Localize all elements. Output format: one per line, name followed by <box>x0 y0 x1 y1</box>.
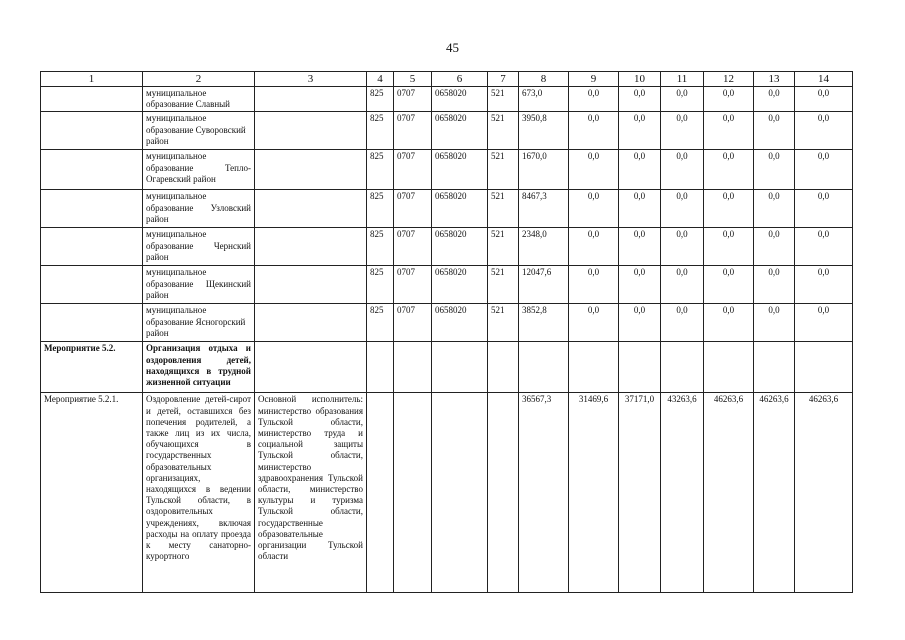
cell-col12: 0,0 <box>704 87 754 112</box>
cell-col9: 0,0 <box>569 266 619 304</box>
cell-col12: 0,0 <box>704 112 754 150</box>
cell-col5: 0707 <box>394 190 432 228</box>
header-row <box>41 72 853 87</box>
cell-col12: 0,0 <box>704 266 754 304</box>
cell-executor: Основной исполнитель: министерство образования Тульской области, министерство труда и социальной защиты Тульской области, министерство здравоохранения Тульской области, министерство культуры и туризма Тульской области, государственные образовательные организации Тульской области <box>255 393 367 593</box>
cell-col10: 37171,0 <box>619 393 661 593</box>
header-cell: 11 <box>661 72 704 87</box>
cell-col8: 12047,6 <box>519 266 569 304</box>
cell-col13: 0,0 <box>754 150 795 190</box>
cell-col4: 825 <box>367 190 394 228</box>
cell-col4: 825 <box>367 228 394 266</box>
header-cell: 3 <box>255 72 367 87</box>
cell-col13: 0,0 <box>754 112 795 150</box>
cell-measure-title: Организация отдыха и оздоровления детей, находящихся в трудной жизненной ситуации <box>143 342 255 393</box>
header-cell: 4 <box>367 72 394 87</box>
table-row <box>41 87 853 112</box>
cell-col10: 0,0 <box>619 266 661 304</box>
header-cell: 9 <box>569 72 619 87</box>
cell-col14 <box>795 342 853 393</box>
cell-col11: 0,0 <box>661 304 704 342</box>
cell-col1 <box>41 266 143 304</box>
cell-col10: 0,0 <box>619 190 661 228</box>
cell-col8 <box>519 342 569 393</box>
cell-col14: 0,0 <box>795 112 853 150</box>
cell-col12: 46263,6 <box>704 393 754 593</box>
cell-col5: 0707 <box>394 87 432 112</box>
cell-col10: 0,0 <box>619 112 661 150</box>
cell-col11: 0,0 <box>661 190 704 228</box>
cell-col8: 3852,8 <box>519 304 569 342</box>
cell-col8: 673,0 <box>519 87 569 112</box>
cell-col10: 0,0 <box>619 87 661 112</box>
cell-col4 <box>367 342 394 393</box>
cell-col14: 0,0 <box>795 87 853 112</box>
header-cell: 10 <box>619 72 661 87</box>
cell-col7: 521 <box>488 150 519 190</box>
cell-col1 <box>41 304 143 342</box>
table-row <box>41 112 853 150</box>
cell-col9: 0,0 <box>569 228 619 266</box>
cell-executor <box>255 112 367 150</box>
cell-measure-title: Оздоровление детей-сирот и детей, оставшихся без попечения родителей, а также лиц из их числа, обучающихся в государственных образовательных организациях, находящихся в ведении Тульской области, в оздоровительных учреждениях, включая расходы на оплату проезда к месту санаторно-курортного <box>143 393 255 593</box>
cell-col4 <box>367 393 394 593</box>
cell-executor <box>255 228 367 266</box>
cell-col12: 0,0 <box>704 190 754 228</box>
header-cell: 6 <box>432 72 488 87</box>
cell-col13: 0,0 <box>754 266 795 304</box>
cell-col5: 0707 <box>394 150 432 190</box>
cell-col13: 0,0 <box>754 228 795 266</box>
table-row <box>41 304 853 342</box>
cell-name: муниципальное образование Узловский район <box>143 190 255 228</box>
cell-col14: 46263,6 <box>795 393 853 593</box>
cell-col4: 825 <box>367 304 394 342</box>
cell-col7: 521 <box>488 112 519 150</box>
cell-col11: 0,0 <box>661 112 704 150</box>
cell-col6: 0658020 <box>432 228 488 266</box>
cell-col14: 0,0 <box>795 266 853 304</box>
table-row <box>41 266 853 304</box>
table-row <box>41 393 853 593</box>
cell-col13: 0,0 <box>754 304 795 342</box>
table-row <box>41 342 853 393</box>
cell-col5 <box>394 342 432 393</box>
cell-col8: 1670,0 <box>519 150 569 190</box>
cell-col6 <box>432 342 488 393</box>
cell-col1 <box>41 150 143 190</box>
cell-col1 <box>41 190 143 228</box>
cell-col6: 0658020 <box>432 87 488 112</box>
cell-col6: 0658020 <box>432 150 488 190</box>
cell-col9: 31469,6 <box>569 393 619 593</box>
page-number: 45 <box>446 40 459 55</box>
cell-col7: 521 <box>488 228 519 266</box>
cell-col4: 825 <box>367 87 394 112</box>
header-cell: 7 <box>488 72 519 87</box>
cell-col11: 0,0 <box>661 150 704 190</box>
cell-col9: 0,0 <box>569 87 619 112</box>
cell-col9: 0,0 <box>569 112 619 150</box>
cell-col9 <box>569 342 619 393</box>
cell-executor <box>255 87 367 112</box>
cell-col13: 0,0 <box>754 190 795 228</box>
cell-name: муниципальное образование Тепло-Огаревский район <box>143 150 255 190</box>
cell-col13: 46263,6 <box>754 393 795 593</box>
header-cell: 2 <box>143 72 255 87</box>
cell-col14: 0,0 <box>795 228 853 266</box>
cell-col12 <box>704 342 754 393</box>
cell-col1 <box>41 228 143 266</box>
cell-col7: 521 <box>488 87 519 112</box>
header-cell: 1 <box>41 72 143 87</box>
cell-name: муниципальное образование Чернский район <box>143 228 255 266</box>
table-row <box>41 228 853 266</box>
cell-col7 <box>488 393 519 593</box>
cell-col4: 825 <box>367 112 394 150</box>
cell-col6: 0658020 <box>432 304 488 342</box>
cell-col11: 0,0 <box>661 228 704 266</box>
cell-col14: 0,0 <box>795 304 853 342</box>
header-cell: 14 <box>795 72 853 87</box>
cell-col11: 43263,6 <box>661 393 704 593</box>
cell-col12: 0,0 <box>704 304 754 342</box>
cell-col5: 0707 <box>394 304 432 342</box>
header-cell: 8 <box>519 72 569 87</box>
cell-col10: 0,0 <box>619 228 661 266</box>
cell-name: муниципальное образование Суворовский район <box>143 112 255 150</box>
cell-col8: 3950,8 <box>519 112 569 150</box>
cell-col7: 521 <box>488 266 519 304</box>
budget-table <box>40 71 853 593</box>
cell-col13 <box>754 342 795 393</box>
cell-col1 <box>41 112 143 150</box>
cell-executor <box>255 266 367 304</box>
cell-col10 <box>619 342 661 393</box>
cell-col4: 825 <box>367 266 394 304</box>
cell-col11: 0,0 <box>661 87 704 112</box>
header-cell: 5 <box>394 72 432 87</box>
cell-col7 <box>488 342 519 393</box>
cell-col6: 0658020 <box>432 112 488 150</box>
cell-col5: 0707 <box>394 112 432 150</box>
cell-name: муниципальное образование Щекинский район <box>143 266 255 304</box>
cell-col11: 0,0 <box>661 266 704 304</box>
cell-col6: 0658020 <box>432 266 488 304</box>
header-cell: 12 <box>704 72 754 87</box>
cell-col8: 8467,3 <box>519 190 569 228</box>
table-row <box>41 190 853 228</box>
cell-col8: 36567,3 <box>519 393 569 593</box>
cell-col5: 0707 <box>394 266 432 304</box>
cell-col11 <box>661 342 704 393</box>
cell-executor <box>255 342 367 393</box>
cell-measure-id: Мероприятие 5.2. <box>41 342 143 393</box>
cell-col7: 521 <box>488 304 519 342</box>
cell-col12: 0,0 <box>704 228 754 266</box>
header-cell: 13 <box>754 72 795 87</box>
cell-name: муниципальное образование Славный <box>143 87 255 112</box>
cell-col8: 2348,0 <box>519 228 569 266</box>
cell-col9: 0,0 <box>569 190 619 228</box>
cell-col10: 0,0 <box>619 304 661 342</box>
cell-col14: 0,0 <box>795 150 853 190</box>
cell-col10: 0,0 <box>619 150 661 190</box>
cell-col7: 521 <box>488 190 519 228</box>
cell-col4: 825 <box>367 150 394 190</box>
cell-col12: 0,0 <box>704 150 754 190</box>
cell-col5 <box>394 393 432 593</box>
table-row <box>41 150 853 190</box>
cell-executor <box>255 304 367 342</box>
cell-name: муниципальное образование Ясногорский район <box>143 304 255 342</box>
cell-col14: 0,0 <box>795 190 853 228</box>
cell-col9: 0,0 <box>569 304 619 342</box>
cell-col9: 0,0 <box>569 150 619 190</box>
cell-executor <box>255 150 367 190</box>
cell-measure-id: Мероприятие 5.2.1. <box>41 393 143 593</box>
cell-col1 <box>41 87 143 112</box>
cell-executor <box>255 190 367 228</box>
cell-col13: 0,0 <box>754 87 795 112</box>
cell-col6 <box>432 393 488 593</box>
cell-col5: 0707 <box>394 228 432 266</box>
cell-col6: 0658020 <box>432 190 488 228</box>
